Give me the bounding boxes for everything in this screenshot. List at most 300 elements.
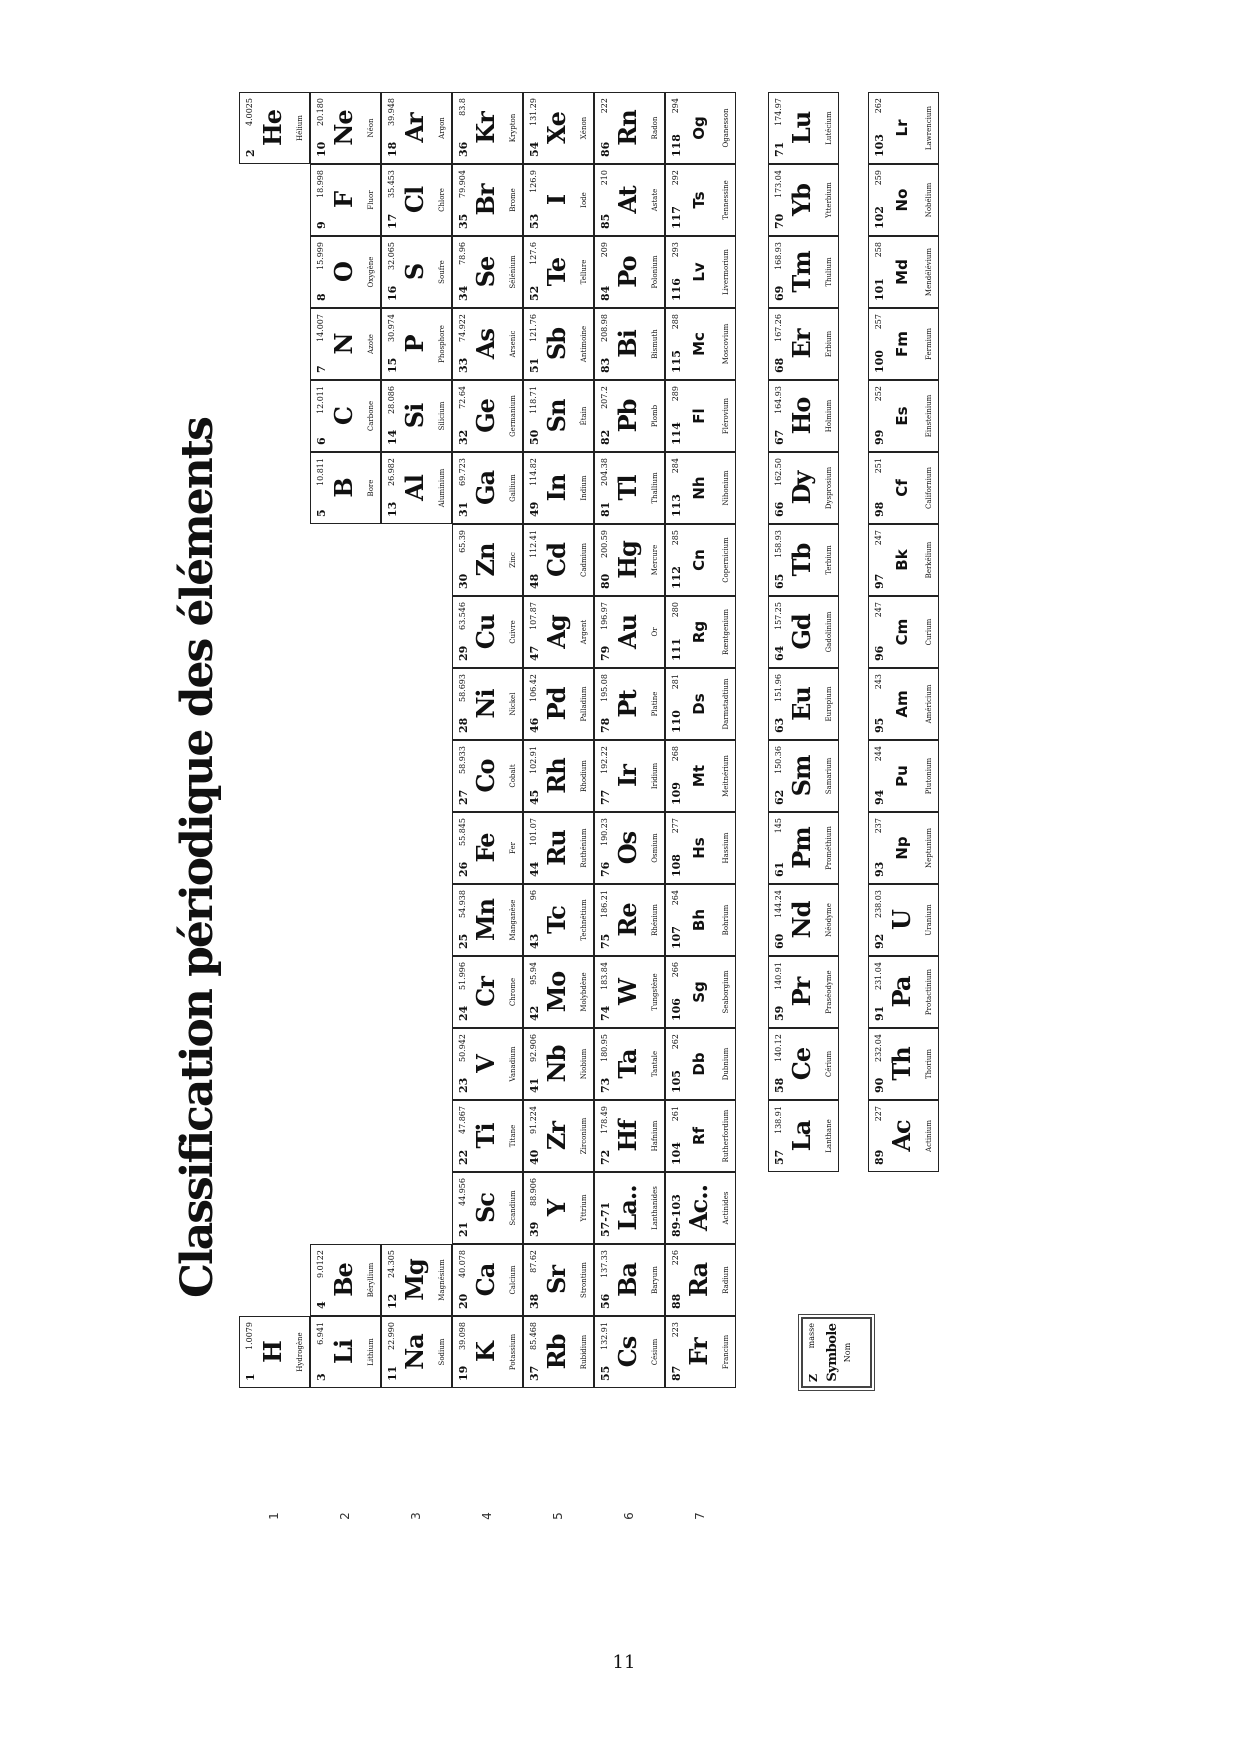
element-symbol: I bbox=[542, 194, 571, 206]
element-mass: 121.76 bbox=[529, 314, 538, 342]
element-number: 64 bbox=[773, 645, 786, 661]
element-mass: 96 bbox=[529, 890, 538, 901]
element-name: Fermium bbox=[925, 328, 933, 360]
element-number: 15 bbox=[386, 357, 399, 373]
element-mass: 293 bbox=[671, 242, 680, 258]
element-name: Nihonium bbox=[722, 470, 730, 506]
element-mass: 35.453 bbox=[387, 170, 396, 198]
element-cell bbox=[523, 92, 594, 164]
element-symbol: Bh bbox=[690, 908, 708, 932]
element-symbol: P bbox=[400, 335, 429, 353]
element-name: Césium bbox=[651, 1338, 659, 1366]
element-name: Hélium bbox=[296, 115, 304, 141]
element-name: Samarium bbox=[825, 757, 833, 795]
element-number: 84 bbox=[599, 285, 612, 301]
element-symbol: Co bbox=[471, 759, 500, 793]
element-cell bbox=[665, 1028, 736, 1100]
element-mass: 74.922 bbox=[458, 314, 467, 342]
element-cell bbox=[381, 1316, 452, 1388]
element-number: 33 bbox=[457, 357, 470, 373]
element-cell bbox=[594, 1244, 665, 1316]
element-symbol: Cu bbox=[471, 614, 500, 650]
element-symbol: Ta bbox=[613, 1049, 642, 1079]
element-cell bbox=[665, 92, 736, 164]
element-cell bbox=[594, 884, 665, 956]
element-name: Magnésium bbox=[438, 1259, 446, 1301]
element-cell bbox=[381, 308, 452, 380]
element-symbol: Cd bbox=[542, 543, 571, 577]
element-number: 32 bbox=[457, 429, 470, 445]
element-name: Dubnium bbox=[722, 1047, 730, 1081]
element-mass: 1.0079 bbox=[245, 1322, 254, 1350]
element-name: Oganesson bbox=[722, 108, 730, 148]
element-number: 5 bbox=[315, 509, 328, 517]
element-cell bbox=[239, 92, 310, 164]
element-name: Iridium bbox=[651, 762, 659, 790]
element-mass: 186.21 bbox=[600, 890, 609, 918]
element-cell bbox=[594, 92, 665, 164]
element-mass: 58.693 bbox=[458, 674, 467, 702]
element-number: 24 bbox=[457, 1005, 470, 1021]
element-mass: 131.29 bbox=[529, 98, 538, 126]
element-number: 51 bbox=[528, 357, 541, 373]
element-symbol: Ce bbox=[787, 1047, 816, 1081]
element-number: 118 bbox=[670, 134, 683, 157]
element-cell bbox=[868, 236, 939, 308]
element-cell bbox=[665, 812, 736, 884]
element-cell bbox=[452, 1244, 523, 1316]
element-mass: 223 bbox=[671, 1322, 680, 1338]
element-number: 34 bbox=[457, 285, 470, 301]
element-cell bbox=[310, 1244, 381, 1316]
element-cell bbox=[868, 812, 939, 884]
element-symbol: In bbox=[542, 474, 571, 502]
element-symbol: Fe bbox=[471, 833, 500, 863]
element-mass: 51.996 bbox=[458, 962, 467, 990]
element-number: 29 bbox=[457, 645, 470, 661]
element-number: 77 bbox=[599, 789, 612, 805]
element-cell bbox=[523, 380, 594, 452]
element-mass: 4.0025 bbox=[245, 98, 254, 126]
element-symbol: Zn bbox=[471, 543, 500, 577]
element-mass: 32.065 bbox=[387, 242, 396, 270]
element-number: 76 bbox=[599, 861, 612, 877]
element-number: 53 bbox=[528, 213, 541, 229]
element-mass: 101.07 bbox=[529, 818, 538, 846]
element-cell bbox=[868, 956, 939, 1028]
element-name: Dysprosium bbox=[825, 466, 833, 510]
element-symbol: Ts bbox=[690, 191, 708, 209]
element-number: 39 bbox=[528, 1221, 541, 1237]
element-cell bbox=[381, 236, 452, 308]
element-symbol: Ds bbox=[690, 693, 708, 715]
element-mass: 39.098 bbox=[458, 1322, 467, 1350]
element-name: Francium bbox=[722, 1334, 730, 1370]
element-cell bbox=[452, 1028, 523, 1100]
element-symbol: Mt bbox=[690, 764, 708, 788]
element-name: Thulium bbox=[825, 257, 833, 287]
element-cell bbox=[665, 668, 736, 740]
element-symbol: Po bbox=[613, 256, 642, 288]
element-cell bbox=[310, 1316, 381, 1388]
element-number: 115 bbox=[670, 350, 683, 373]
element-name: Potassium bbox=[509, 1333, 517, 1371]
element-symbol: O bbox=[329, 262, 358, 282]
element-symbol: Sn bbox=[542, 399, 571, 433]
element-symbol: Lv bbox=[690, 262, 708, 282]
element-number: 54 bbox=[528, 141, 541, 157]
element-cell bbox=[381, 1244, 452, 1316]
element-number: 102 bbox=[873, 206, 886, 229]
element-symbol: Fr bbox=[684, 1338, 713, 1366]
element-symbol: Xe bbox=[542, 112, 571, 144]
element-symbol: Sg bbox=[690, 981, 708, 1003]
element-cell bbox=[523, 1172, 594, 1244]
element-symbol: V bbox=[471, 1055, 500, 1073]
element-symbol: Md bbox=[893, 259, 911, 285]
element-name: Ytterbium bbox=[825, 182, 833, 218]
element-number: 111 bbox=[670, 638, 683, 661]
element-symbol: F bbox=[329, 191, 358, 209]
element-number: 56 bbox=[599, 1293, 612, 1309]
element-mass: 20.180 bbox=[316, 98, 325, 126]
element-mass: 231.04 bbox=[874, 962, 883, 990]
element-mass: 196.97 bbox=[600, 602, 609, 630]
element-mass: 102.91 bbox=[529, 746, 538, 774]
element-number: 74 bbox=[599, 1005, 612, 1021]
element-name: Plutonium bbox=[925, 757, 933, 795]
element-mass: 167.26 bbox=[774, 314, 783, 342]
element-mass: 39.948 bbox=[387, 98, 396, 126]
element-name: Einsteinium bbox=[925, 394, 933, 438]
element-cell bbox=[768, 164, 839, 236]
element-cell bbox=[381, 452, 452, 524]
element-number: 6 bbox=[315, 437, 328, 445]
element-cell bbox=[665, 164, 736, 236]
element-number: 40 bbox=[528, 1149, 541, 1165]
element-number: 59 bbox=[773, 1005, 786, 1021]
element-mass: 280 bbox=[671, 602, 680, 618]
element-cell bbox=[523, 1244, 594, 1316]
element-cell bbox=[868, 164, 939, 236]
element-name: Soufre bbox=[438, 260, 446, 284]
element-name: Lithium bbox=[367, 1338, 375, 1366]
element-mass: 180.95 bbox=[600, 1034, 609, 1062]
element-name: Erbium bbox=[825, 330, 833, 358]
element-name: Nickel bbox=[509, 692, 517, 716]
element-name: Vanadium bbox=[509, 1046, 517, 1082]
period-label: 2 bbox=[338, 1512, 352, 1520]
element-cell bbox=[523, 164, 594, 236]
element-number: 19 bbox=[457, 1365, 470, 1381]
element-cell bbox=[452, 92, 523, 164]
element-cell bbox=[868, 884, 939, 956]
element-number: 117 bbox=[670, 206, 683, 229]
element-number: 61 bbox=[773, 861, 786, 877]
element-symbol: Nd bbox=[787, 901, 816, 939]
element-mass: 145 bbox=[774, 818, 783, 834]
element-symbol: Ac.. bbox=[684, 1185, 713, 1231]
element-mass: 126.9 bbox=[529, 170, 538, 193]
element-cell bbox=[452, 236, 523, 308]
element-number: 116 bbox=[670, 278, 683, 301]
element-mass: 294 bbox=[671, 98, 680, 114]
element-symbol: Th bbox=[887, 1047, 916, 1081]
element-mass: 69.723 bbox=[458, 458, 467, 486]
element-mass: 164.93 bbox=[774, 386, 783, 414]
element-symbol: Rf bbox=[690, 1126, 708, 1146]
element-symbol: Sc bbox=[471, 1193, 500, 1223]
element-mass: 40.078 bbox=[458, 1250, 467, 1278]
element-symbol: Os bbox=[613, 831, 642, 865]
element-symbol: Ar bbox=[400, 113, 429, 143]
element-name: Carbone bbox=[367, 400, 375, 432]
element-number: 66 bbox=[773, 501, 786, 517]
element-cell bbox=[523, 740, 594, 812]
element-cell bbox=[768, 596, 839, 668]
element-cell bbox=[768, 812, 839, 884]
element-mass: 257 bbox=[874, 314, 883, 330]
element-symbol: Np bbox=[893, 836, 911, 860]
element-mass: 284 bbox=[671, 458, 680, 474]
element-mass: 259 bbox=[874, 170, 883, 186]
element-mass: 264 bbox=[671, 890, 680, 906]
period-label: 7 bbox=[693, 1512, 707, 1520]
element-mass: 208.98 bbox=[600, 314, 609, 342]
element-name: Osmium bbox=[651, 833, 659, 863]
element-number: 89-103 bbox=[670, 1194, 683, 1237]
element-number: 45 bbox=[528, 789, 541, 805]
element-symbol: W bbox=[613, 979, 642, 1005]
element-symbol: Kr bbox=[471, 112, 500, 144]
element-number: 12 bbox=[386, 1293, 399, 1309]
element-symbol: Bk bbox=[893, 549, 911, 571]
element-number: 62 bbox=[773, 789, 786, 805]
element-name: Hydrogène bbox=[296, 1332, 304, 1372]
element-name: Fluor bbox=[367, 190, 375, 210]
element-name: Meitnérium bbox=[722, 755, 730, 797]
element-mass: 258 bbox=[874, 242, 883, 258]
element-mass: 140.12 bbox=[774, 1034, 783, 1062]
element-cell bbox=[868, 740, 939, 812]
element-number: 107 bbox=[670, 926, 683, 949]
element-symbol: Cs bbox=[613, 1336, 642, 1368]
element-name: Lanthanides bbox=[651, 1186, 659, 1230]
element-symbol: Fl bbox=[690, 408, 708, 424]
element-mass: 22.990 bbox=[387, 1322, 396, 1350]
element-symbol: Cn bbox=[690, 549, 708, 571]
element-symbol: Ag bbox=[542, 615, 571, 649]
element-name: Bohrium bbox=[722, 904, 730, 936]
element-symbol: S bbox=[400, 263, 429, 281]
element-mass: 268 bbox=[671, 746, 680, 762]
period-label: 5 bbox=[551, 1512, 565, 1520]
element-number: 78 bbox=[599, 717, 612, 733]
element-mass: 251 bbox=[874, 458, 883, 474]
element-symbol: Be bbox=[329, 1263, 358, 1297]
element-mass: 158.93 bbox=[774, 530, 783, 558]
element-number: 58 bbox=[773, 1077, 786, 1093]
element-mass: 227 bbox=[874, 1106, 883, 1122]
element-number: 79 bbox=[599, 645, 612, 661]
element-symbol: Rn bbox=[613, 110, 642, 146]
element-number: 36 bbox=[457, 141, 470, 157]
element-name: Néodyme bbox=[825, 903, 833, 937]
element-symbol: Hs bbox=[690, 837, 708, 859]
element-name: Prométhium bbox=[825, 826, 833, 870]
element-mass: 63.546 bbox=[458, 602, 467, 630]
element-mass: 173.04 bbox=[774, 170, 783, 198]
element-symbol: Rb bbox=[542, 1334, 571, 1370]
element-name: Mendélévium bbox=[925, 247, 933, 297]
element-symbol: Fm bbox=[893, 331, 911, 357]
element-symbol: Li bbox=[329, 1340, 358, 1364]
element-number: 49 bbox=[528, 501, 541, 517]
element-number: 95 bbox=[873, 717, 886, 733]
element-cell bbox=[665, 956, 736, 1028]
element-number: 2 bbox=[244, 149, 257, 157]
element-cell bbox=[665, 740, 736, 812]
element-cell bbox=[310, 236, 381, 308]
element-symbol: Db bbox=[690, 1052, 708, 1076]
element-symbol: Bi bbox=[613, 330, 642, 358]
element-symbol: Pu bbox=[893, 765, 911, 787]
element-name: Arsenic bbox=[509, 330, 517, 358]
element-symbol: Ru bbox=[542, 830, 571, 866]
element-symbol: Ra bbox=[684, 1262, 713, 1298]
element-symbol: Ge bbox=[471, 399, 500, 433]
element-symbol: Am bbox=[893, 690, 911, 718]
element-symbol: Se bbox=[471, 256, 500, 288]
element-cell bbox=[768, 1028, 839, 1100]
element-symbol: Tl bbox=[613, 475, 642, 501]
element-name: Sodium bbox=[438, 1338, 446, 1366]
element-mass: 209 bbox=[600, 242, 609, 258]
element-symbol: Pm bbox=[787, 827, 816, 869]
element-number: 13 bbox=[386, 501, 399, 517]
element-name: Calcium bbox=[509, 1265, 517, 1295]
element-cell bbox=[452, 1316, 523, 1388]
element-name: Antimoine bbox=[580, 325, 588, 363]
element-name: Platine bbox=[651, 691, 659, 717]
element-symbol: H bbox=[258, 1341, 287, 1363]
element-name: Titane bbox=[509, 1124, 517, 1148]
element-mass: 204.38 bbox=[600, 458, 609, 486]
element-mass: 222 bbox=[600, 98, 609, 114]
element-cell bbox=[768, 668, 839, 740]
element-number: 99 bbox=[873, 429, 886, 445]
element-name: Strontium bbox=[580, 1262, 588, 1298]
element-name: Tellure bbox=[580, 259, 588, 285]
element-mass: 207.2 bbox=[600, 386, 609, 409]
element-name: Radium bbox=[722, 1266, 730, 1294]
element-cell bbox=[523, 236, 594, 308]
element-cell bbox=[665, 1172, 736, 1244]
element-number: 75 bbox=[599, 933, 612, 949]
element-number: 21 bbox=[457, 1221, 470, 1237]
element-name: Lanthane bbox=[825, 1119, 833, 1153]
element-symbol: Tb bbox=[787, 543, 816, 577]
element-cell bbox=[868, 308, 939, 380]
element-name: Xénon bbox=[580, 116, 588, 140]
element-mass: 243 bbox=[874, 674, 883, 690]
element-symbol: Na bbox=[400, 1334, 429, 1370]
element-cell bbox=[381, 380, 452, 452]
element-symbol: Lr bbox=[893, 119, 911, 137]
element-number: 57 bbox=[773, 1149, 786, 1165]
element-cell bbox=[594, 956, 665, 1028]
element-number: 35 bbox=[457, 213, 470, 229]
element-name: Indium bbox=[580, 475, 588, 501]
element-name: Cadmium bbox=[580, 542, 588, 578]
element-name: Cobalt bbox=[509, 764, 517, 788]
element-symbol: Ac bbox=[887, 1120, 916, 1152]
element-symbol: Cr bbox=[471, 977, 500, 1007]
element-mass: 95.94 bbox=[529, 962, 538, 985]
element-mass: 12.011 bbox=[316, 386, 325, 414]
element-name: Astate bbox=[651, 188, 659, 212]
element-mass: 232.04 bbox=[874, 1034, 883, 1062]
element-symbol: Au bbox=[613, 614, 642, 650]
element-cell bbox=[594, 524, 665, 596]
element-mass: 55.845 bbox=[458, 818, 467, 846]
element-cell bbox=[594, 308, 665, 380]
element-cell bbox=[868, 1028, 939, 1100]
element-symbol: Ti bbox=[471, 1123, 500, 1149]
element-cell bbox=[523, 956, 594, 1028]
element-number: 93 bbox=[873, 861, 886, 877]
element-cell bbox=[665, 596, 736, 668]
element-cell bbox=[310, 308, 381, 380]
element-name: Argent bbox=[580, 619, 588, 645]
element-mass: 30.974 bbox=[387, 314, 396, 342]
element-name: Néon bbox=[367, 118, 375, 138]
element-mass: 58.933 bbox=[458, 746, 467, 774]
element-name: Fer bbox=[509, 842, 517, 854]
element-symbol: Cl bbox=[400, 186, 429, 214]
element-mass: 138.91 bbox=[774, 1106, 783, 1134]
element-cell bbox=[868, 668, 939, 740]
element-name: Berkélium bbox=[925, 541, 933, 579]
element-mass: 178.49 bbox=[600, 1106, 609, 1134]
element-mass: 112.41 bbox=[529, 530, 538, 558]
element-name: Krypton bbox=[509, 113, 517, 143]
element-cell bbox=[768, 740, 839, 812]
element-name: Lawrencium bbox=[925, 105, 933, 151]
element-symbol: Yb bbox=[787, 184, 816, 216]
element-cell bbox=[868, 452, 939, 524]
element-number: 55 bbox=[599, 1365, 612, 1381]
legend-box bbox=[801, 1317, 872, 1388]
element-symbol: Mo bbox=[542, 971, 571, 1013]
element-symbol: Eu bbox=[787, 687, 816, 721]
element-mass: 292 bbox=[671, 170, 680, 186]
element-mass: 87.62 bbox=[529, 1250, 538, 1273]
element-symbol: Sr bbox=[542, 1266, 571, 1294]
element-cell bbox=[594, 164, 665, 236]
element-name: Azote bbox=[367, 334, 375, 354]
element-symbol: Cm bbox=[893, 618, 911, 646]
element-cell bbox=[665, 380, 736, 452]
element-symbol: Sm bbox=[787, 755, 816, 797]
element-number: 71 bbox=[773, 141, 786, 157]
element-symbol: Cf bbox=[893, 479, 911, 497]
element-mass: 247 bbox=[874, 530, 883, 546]
legend-symbol: Symbole bbox=[825, 1323, 840, 1382]
element-name: Hafnium bbox=[651, 1120, 659, 1152]
element-cell bbox=[594, 740, 665, 812]
element-name: Cuivre bbox=[509, 620, 517, 644]
